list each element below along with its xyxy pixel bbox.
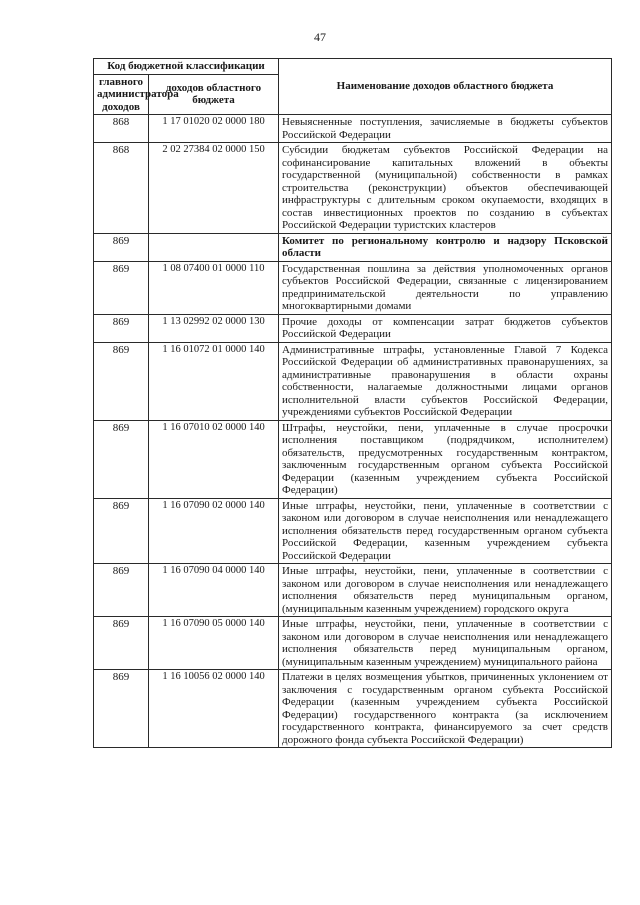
- table-row: [94, 314, 612, 342]
- code-cell: [149, 233, 279, 261]
- name-cell: Иные штрафы, неустойки, пени, уплаченные в соответствии с законом или договором в случае неисполнения или ненадлежащего исполнения обязательств перед государственным органом субъекта Российской Федерации, казенным учреждением субъекта Российской Федерации: [279, 498, 612, 564]
- admin-cell: 869: [94, 420, 149, 498]
- table-row: [94, 670, 612, 748]
- admin-cell: 869: [94, 564, 149, 617]
- name-cell: Платежи в целях возмещения убытков, причиненных уклонением от заключения с государственным органом субъекта Российской Федерации (казенным учреждением субъекта Российской Федерации) государственного контракта (за исключением государственного контракта, финансируемого за счет средств дорожного фонда субъекта Российской Федерации): [279, 670, 612, 748]
- header-admin: главного администратора доходов: [94, 74, 149, 115]
- code-cell: 1 16 10056 02 0000 140: [149, 670, 279, 748]
- admin-cell: 869: [94, 342, 149, 420]
- name-cell: Административные штрафы, установленные Главой 7 Кодекса Российской Федерации об административных правонарушениях, за административные правонарушения в области охраны собственности, налагаемые должностными лицами органов исполнительной власти субъектов Российской Федерации, учреждениями субъектов Российской Федерации: [279, 342, 612, 420]
- code-cell: 1 16 07090 02 0000 140: [149, 498, 279, 564]
- table-row: [94, 342, 612, 420]
- table-row: [94, 498, 612, 564]
- name-cell: Государственная пошлина за действия уполномоченных органов субъектов Российской Федерации, связанные с лицензированием предпринимательской деятельности по управлению многоквартирными домами: [279, 261, 612, 314]
- admin-cell: 869: [94, 261, 149, 314]
- table-row: [94, 233, 612, 261]
- table-row: [94, 261, 612, 314]
- code-cell: 1 08 07400 01 0000 110: [149, 261, 279, 314]
- code-cell: 1 17 01020 02 0000 180: [149, 115, 279, 143]
- name-cell: Невыясненные поступления, зачисляемые в бюджеты субъектов Российской Федерации: [279, 115, 612, 143]
- name-cell: Прочие доходы от компенсации затрат бюджетов субъектов Российской Федерации: [279, 314, 612, 342]
- table-body: [94, 115, 612, 748]
- table-row: [94, 115, 612, 143]
- admin-cell: 868: [94, 115, 149, 143]
- header-name: Наименование доходов областного бюджета: [279, 59, 612, 115]
- code-cell: 2 02 27384 02 0000 150: [149, 143, 279, 234]
- code-cell: 1 16 07090 05 0000 140: [149, 617, 279, 670]
- admin-cell: 868: [94, 143, 149, 234]
- admin-cell: 869: [94, 233, 149, 261]
- table-row: [94, 564, 612, 617]
- code-cell: 1 13 02992 02 0000 130: [149, 314, 279, 342]
- admin-cell: 869: [94, 617, 149, 670]
- table-row: [94, 617, 612, 670]
- name-cell: Комитет по региональному контролю и надзору Псковской области: [279, 233, 612, 261]
- budget-classification-table: [93, 58, 612, 748]
- name-cell: Штрафы, неустойки, пени, уплаченные в случае просрочки исполнения поставщиком (подрядчиком, исполнителем) обязательств, предусмотренных государственным контрактом, заключенным государственным органом субъекта Российской Федерации (казенным учреждением субъекта Российской Федерации): [279, 420, 612, 498]
- admin-cell: 869: [94, 498, 149, 564]
- admin-cell: 869: [94, 314, 149, 342]
- table-row: [94, 143, 612, 234]
- code-cell: 1 16 01072 01 0000 140: [149, 342, 279, 420]
- name-cell: Иные штрафы, неустойки, пени, уплаченные в соответствии с законом или договором в случае неисполнения или ненадлежащего исполнения обязательств перед муниципальным органом, (муниципальным казенным учреждением) муниципального района: [279, 617, 612, 670]
- header-code: доходов областного бюджета: [149, 74, 279, 115]
- name-cell: Субсидии бюджетам субъектов Российской Федерации на софинансирование капитальных вложений в объекты государственной (муниципальной) собственности в рамках строительства (реконструкции) объектов обеспечивающей инфраструктуры с длительным сроком окупаемости, входящих в состав инвестиционных проектов по созданию в субъектах Российской Федерации туристских кластеров: [279, 143, 612, 234]
- code-cell: 1 16 07010 02 0000 140: [149, 420, 279, 498]
- header-group: Код бюджетной классификации: [94, 59, 279, 75]
- admin-cell: 869: [94, 670, 149, 748]
- page-number: 47: [314, 30, 326, 44]
- table-row: [94, 420, 612, 498]
- code-cell: 1 16 07090 04 0000 140: [149, 564, 279, 617]
- name-cell: Иные штрафы, неустойки, пени, уплаченные в соответствии с законом или договором в случае неисполнения или ненадлежащего исполнения обязательств перед муниципальным органом, (муниципальным казенным учреждением) городского округа: [279, 564, 612, 617]
